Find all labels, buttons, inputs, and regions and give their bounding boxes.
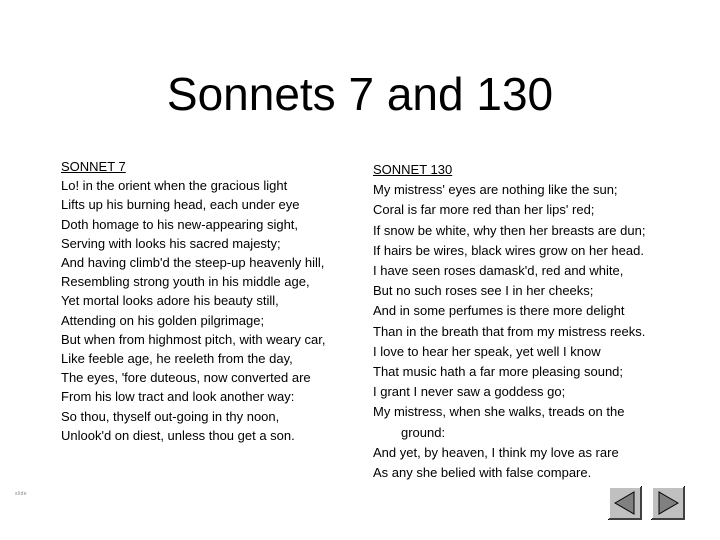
sonnet-130-line: That music hath a far more pleasing sound;	[373, 364, 624, 380]
sonnet-130-heading: SONNET 130	[373, 162, 453, 177]
sonnet-130-line: If hairs be wires, black wires grow on her head.	[373, 242, 644, 258]
sonnet-7-line: From his low tract and look another way:	[61, 389, 295, 405]
sonnet-130-line: But no such roses see I in her cheeks;	[373, 283, 594, 299]
sonnet-7-column	[61, 157, 351, 445]
sonnet-7-line: Attending on his golden pilgrimage;	[61, 312, 265, 328]
sonnet-130-column	[373, 160, 693, 483]
sonnet-7-line: Unlook'd on diest, unless thou get a son.	[61, 427, 295, 443]
next-slide-button[interactable]	[651, 486, 685, 520]
sonnet-7-line: Doth homage to his new-appearing sight,	[61, 216, 299, 232]
sonnet-130-line: Coral is far more red than her lips' red;	[373, 202, 595, 218]
sonnet-130-line: I love to hear her speak, yet well I know	[373, 343, 601, 359]
sonnet-130-line: I grant I never saw a goddess go;	[373, 384, 566, 400]
sonnet-7-line: So thou, thyself out-going in thy noon,	[61, 408, 280, 424]
sonnet-130-line: If snow be white, why then her breasts are dun;	[373, 222, 646, 238]
sonnet-7-line: Lifts up his burning head, each under eye	[61, 197, 300, 213]
sonnet-7-line: Lo! in the orient when the gracious light	[61, 178, 288, 194]
sonnet-130-line: My mistress, when she walks, treads on the	[373, 404, 625, 420]
sonnet-7-line: Yet mortal looks adore his beauty still,	[61, 293, 279, 309]
sonnet-130-line: Than in the breath that from my mistress reeks.	[373, 323, 646, 339]
triangle-left-icon	[608, 486, 642, 520]
sonnet-7-line: Serving with looks his sacred majesty;	[61, 235, 281, 251]
sonnet-130-line: And yet, by heaven, I think my love as rare	[373, 444, 619, 460]
previous-slide-button[interactable]	[608, 486, 642, 520]
sonnet-130-line: And in some perfumes is there more delight	[373, 303, 625, 319]
slide-title: Sonnets 7 and 130	[166, 68, 554, 120]
sonnet-7-line: Resembling strong youth in his middle age,	[61, 274, 310, 290]
sonnet-7-line: Like feeble age, he reeleth from the day,	[61, 351, 293, 367]
sonnet-7-heading: SONNET 7	[61, 159, 126, 174]
sonnet-7-line: But when from highmost pitch, with weary car,	[61, 331, 326, 347]
sonnet-130-line: ground:	[401, 424, 446, 440]
sonnet-130-line: As any she belied with false compare.	[373, 465, 592, 481]
sonnet-130-line: I have seen roses damask'd, red and white,	[373, 263, 624, 279]
sonnet-130-line: My mistress' eyes are nothing like the sun;	[373, 182, 618, 198]
sonnet-7-line: And having climb'd the steep-up heavenly hill,	[61, 255, 325, 271]
triangle-right-icon	[651, 486, 685, 520]
watermark-logo: slide	[15, 491, 27, 497]
sonnet-7-line: The eyes, 'fore duteous, now converted are	[61, 370, 311, 386]
